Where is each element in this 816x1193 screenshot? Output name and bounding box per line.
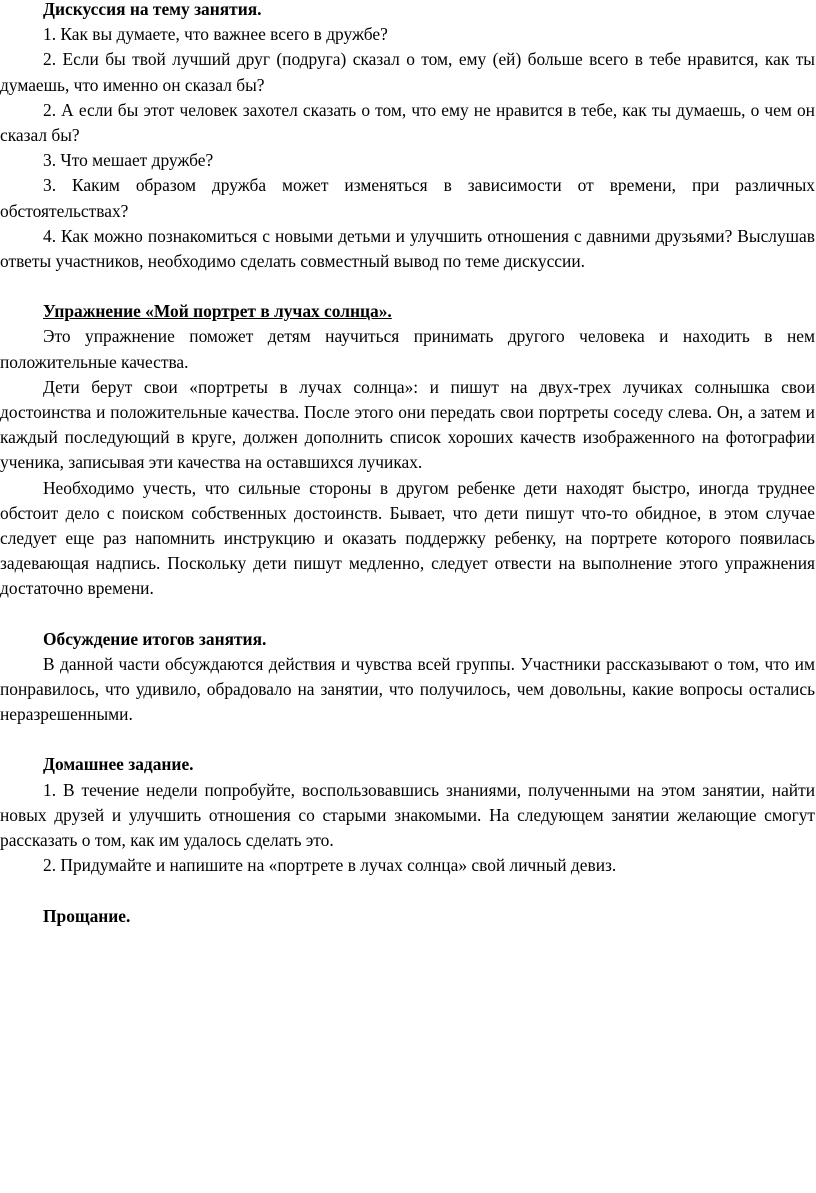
homework-item-2: 2. Придумайте и напишите на «портрете в лучах солнца» свой личный девиз. xyxy=(43,855,617,876)
exercise-paragraph-1: Это упражнение поможет детям научиться принимать другого человека и находить в нем положительные качества. xyxy=(0,326,815,372)
spacer xyxy=(0,727,815,752)
spacer xyxy=(0,879,815,904)
discussion-question-1: 1. Как вы думаете, что важнее всего в дружбе? xyxy=(43,24,388,45)
discussion-question-4: 4. Как можно познакомиться с новыми детьми и улучшить отношения с давними друзьями? Выслушав ответы участников, необходимо сделать совместный вывод по теме дискуссии. xyxy=(0,225,815,272)
discussion-question-2b: 2. А если бы этот человек захотел сказать о том, что ему не нравится в тебе, как ты думаешь, о чем он сказал бы? xyxy=(0,99,815,146)
exercise-paragraph-2: Дети берут свои «портреты в лучах солнца»: и пишут на двух-трех лучиках солнышка свои достоинства и положительные качества. После этого они передать свои портреты соседу слева. Он, а затем и каждый последующий в круге, должен дополнить список хороших качеств изображенного на фотографии ученика, записывая эти качества на оставшихся лучиках. xyxy=(0,376,815,473)
results-paragraph-1: В данной части обсуждаются действия и чувства всей группы. Участники рассказывают о том, что им понравилось, что удивило, обрадовало на занятии, что получилось, чем довольны, какие вопросы остались неразрешенными. xyxy=(0,653,815,725)
spacer xyxy=(0,274,815,299)
discussion-question-3b: 3. Каким образом дружба может изменяться в зависимости от времени, при различных обстоятельствах? xyxy=(0,175,815,221)
section-heading-exercise: Упражнение «Мой портрет в лучах солнца». xyxy=(43,301,392,322)
section-heading-results: Обсуждение итогов занятия. xyxy=(43,628,267,649)
discussion-question-3: 3. Что мешает дружбе? xyxy=(43,150,214,171)
section-heading-discussion: Дискуссия на тему занятия. xyxy=(43,0,262,19)
discussion-question-2: 2. Если бы твой лучший друг (подруга) сказал о том, ему (ей) больше всего в тебе нравится, как ты думаешь, что именно он сказал бы? xyxy=(0,49,815,95)
spacer xyxy=(0,602,815,627)
section-heading-homework: Домашнее задание. xyxy=(43,754,194,775)
section-heading-farewell: Прощание. xyxy=(43,905,131,926)
homework-item-1: 1. В течение недели попробуйте, воспользовавшись знаниями, полученными на этом занятии, найти новых друзей и улучшить отношения со старыми знакомыми. На следующем занятии желающие смогут рассказать о том, как им удалось сделать это. xyxy=(0,779,815,851)
exercise-paragraph-3: Необходимо учесть, что сильные стороны в другом ребенке дети находят быстро, иногда труднее обстоит дело с поиском собственных достоинств. Бывает, что дети пишут что-то обидное, в этом случае следует еще раз напомнить инструкцию и оказать поддержку ребенку, на портрете которого появилась задевающая надпись. Поскольку дети пишут медленно, следует отвести на выполнение этого упражнения достаточно времени. xyxy=(0,477,815,599)
